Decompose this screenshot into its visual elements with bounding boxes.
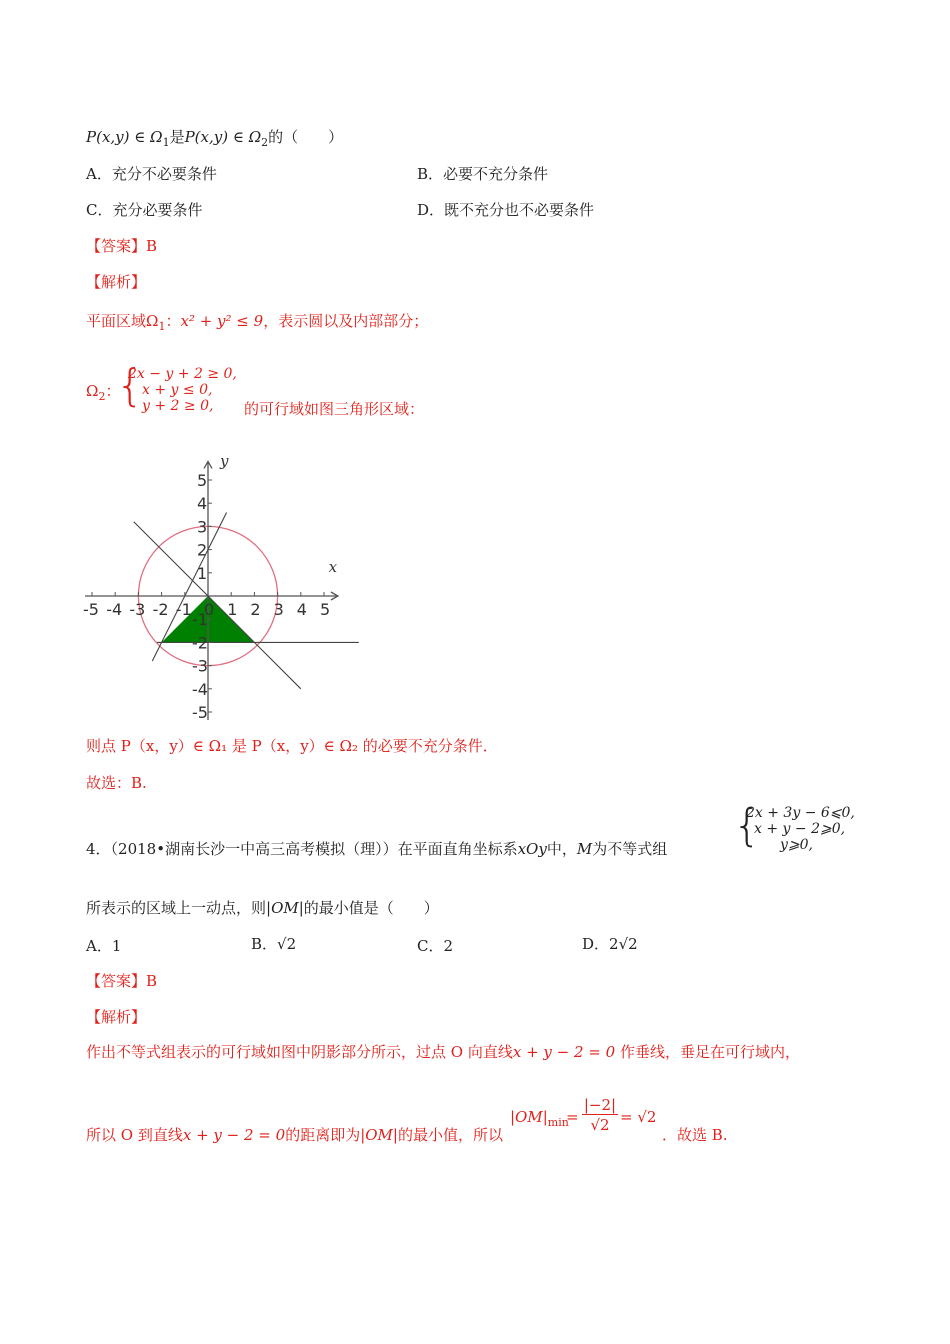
x-tick-label: -5	[83, 600, 99, 619]
q3-system-brace: {	[116, 360, 144, 411]
q3-system-suffix: 的可行域如图三角形区域：	[244, 400, 425, 418]
q4-om-min-abs: |OM|	[510, 1108, 548, 1126]
q4-system-brace: {	[733, 800, 761, 851]
q4-om-min	[510, 1108, 569, 1129]
q4-system-line: y⩾0,	[780, 837, 813, 853]
q4-option-d-value: 2√2	[609, 935, 638, 953]
q4-line2-suffix: 的最小值是（ ）	[303, 899, 439, 917]
q4-option-d-label: D．	[582, 935, 610, 953]
q4-system-line: x + y − 2⩾0,	[754, 821, 846, 837]
x-tick-label: -1	[175, 600, 192, 619]
q4-solution-line2	[86, 1124, 503, 1145]
q4-om: |OM|	[266, 899, 304, 917]
q3-line1-colon: ：	[165, 312, 181, 330]
q3-conclusion: 则点 P（x，y）∈ Ω₁ 是 P（x，y）∈ Ω₂ 的必要不充分条件．	[86, 737, 498, 755]
q4-option-d	[582, 933, 638, 954]
q4-option-b-label: B．	[251, 935, 278, 953]
q4-om-min-sub: min	[547, 1116, 569, 1129]
q4-frac-den: √2	[590, 1116, 610, 1134]
q3-stem-part1: P(x,y) ∈ Ω	[86, 128, 163, 146]
q4-option-b-value: √2	[277, 935, 297, 953]
y-tick-label: -1	[192, 610, 208, 630]
y-tick-label: -5	[192, 703, 208, 720]
q4-eq-sign: =	[566, 1108, 579, 1126]
y-tick-label: 1	[197, 563, 208, 583]
q3-option-b: B．必要不充分条件	[417, 165, 549, 183]
q3-omega2-colon: ：	[105, 382, 121, 400]
y-axis-label: y	[220, 452, 229, 471]
q4-solution-line1	[86, 1041, 800, 1062]
q4-sol2-mid: 的距离即为	[285, 1126, 361, 1144]
q4-sol1-eq: x + y − 2 = 0	[512, 1043, 616, 1061]
q4-sol1-prefix: 作出不等式组表示的可行域如图中阴影部分所示，过点 O 向直线	[86, 1043, 513, 1061]
y-tick-label: -2	[192, 633, 208, 653]
q3-line1-prefix: 平面区域	[86, 312, 147, 330]
x-tick-label: 2	[250, 600, 261, 619]
q3-stem-part4: 的（ ）	[268, 128, 344, 146]
q4-xoy: xOy	[517, 840, 547, 858]
x-tick-label: 5	[320, 600, 331, 619]
q4-line2-prefix: 所表示的区域上一动点，则	[86, 899, 267, 917]
q3-line1-suffix: ，表示圆以及内部部分；	[263, 312, 429, 330]
x-tick-label: -3	[129, 600, 146, 619]
x-tick-label: 0	[204, 600, 215, 619]
q4-result: = √2	[620, 1108, 657, 1126]
q3-option-a: A．充分不必要条件	[86, 165, 217, 183]
q4-sol1-suffix: 作垂线，垂足在可行域内，	[615, 1043, 800, 1061]
q3-line1	[86, 310, 428, 333]
q4-sol2-mid2: 的最小值，所以	[397, 1126, 503, 1144]
q3-line1-ineq: x² + y² ≤ 9	[180, 312, 264, 330]
q4-option-a: A．1	[86, 937, 122, 955]
q3-system-line: y + 2 ≥ 0,	[142, 398, 214, 414]
q4-frac-num: |−2|	[583, 1096, 617, 1114]
q4-stem-mid: 中，	[546, 840, 577, 858]
q4-sol2-prefix: 所以 O 到直线	[86, 1126, 183, 1144]
q3-option-d: D．既不充分也不必要条件	[417, 201, 595, 219]
q4-system-line: 2x + 3y − 6⩽0,	[746, 805, 855, 821]
q3-line1-sub: 1	[158, 320, 166, 333]
q4-stem	[86, 838, 667, 859]
q4-line2	[86, 897, 439, 918]
q4-stem-prefix: 4．（2018•湖南长沙一中高三高考模拟（理））在平面直角坐标系	[86, 840, 518, 858]
q3-analysis-label: 【解析】	[86, 273, 147, 291]
x-tick-label: 4	[296, 600, 307, 619]
q3-stem-sub2: 2	[261, 136, 269, 149]
x-tick-label: 3	[273, 600, 284, 619]
q3-choose: 故选：B.	[86, 774, 147, 792]
q3-omega2-sub: 2	[98, 390, 106, 403]
q3-system	[128, 366, 237, 414]
q3-stem-sub1: 1	[162, 136, 170, 149]
q4-option-c: C．2	[417, 937, 454, 955]
y-tick-label: -4	[192, 679, 208, 699]
q4-sol2-om: |OM|	[360, 1126, 398, 1144]
q3-system-line: x + y ≤ 0,	[142, 382, 213, 398]
q3-stem	[86, 126, 343, 149]
y-tick-label: 4	[197, 494, 208, 514]
x-tick-label: -4	[106, 600, 123, 619]
y-tick-label: -3	[192, 656, 208, 676]
q4-fraction	[582, 1096, 618, 1135]
x-tick-label: -2	[152, 600, 169, 619]
y-tick-label: 5	[197, 471, 208, 490]
q4-m: M	[576, 840, 593, 858]
q3-option-c: C．充分必要条件	[86, 201, 203, 219]
q3-system-line: 2x − y + 2 ≥ 0,	[128, 366, 237, 382]
feasible-region-diagram	[80, 445, 380, 720]
q4-system	[746, 805, 855, 853]
q4-option-b	[251, 933, 296, 954]
x-tick-label: 1	[227, 600, 238, 619]
q4-analysis-label: 【解析】	[86, 1008, 147, 1026]
q4-sol2-eq: x + y − 2 = 0	[182, 1126, 286, 1144]
q3-line1-omega: Ω	[146, 312, 159, 330]
y-tick-label: 2	[197, 540, 208, 560]
q4-sol2-suffix: ．故选 B.	[662, 1126, 728, 1144]
q3-answer: 【答案】B	[86, 237, 158, 255]
y-tick-label: 3	[197, 517, 208, 537]
q4-answer: 【答案】B	[86, 972, 158, 990]
q3-stem-part3: P(x,y) ∈ Ω	[184, 128, 262, 146]
q3-stem-part2: 是	[169, 128, 185, 146]
q4-stem-suffix: 为不等式组	[592, 840, 668, 858]
x-axis-label: x	[328, 558, 338, 576]
q3-omega2: Ω	[86, 382, 99, 400]
